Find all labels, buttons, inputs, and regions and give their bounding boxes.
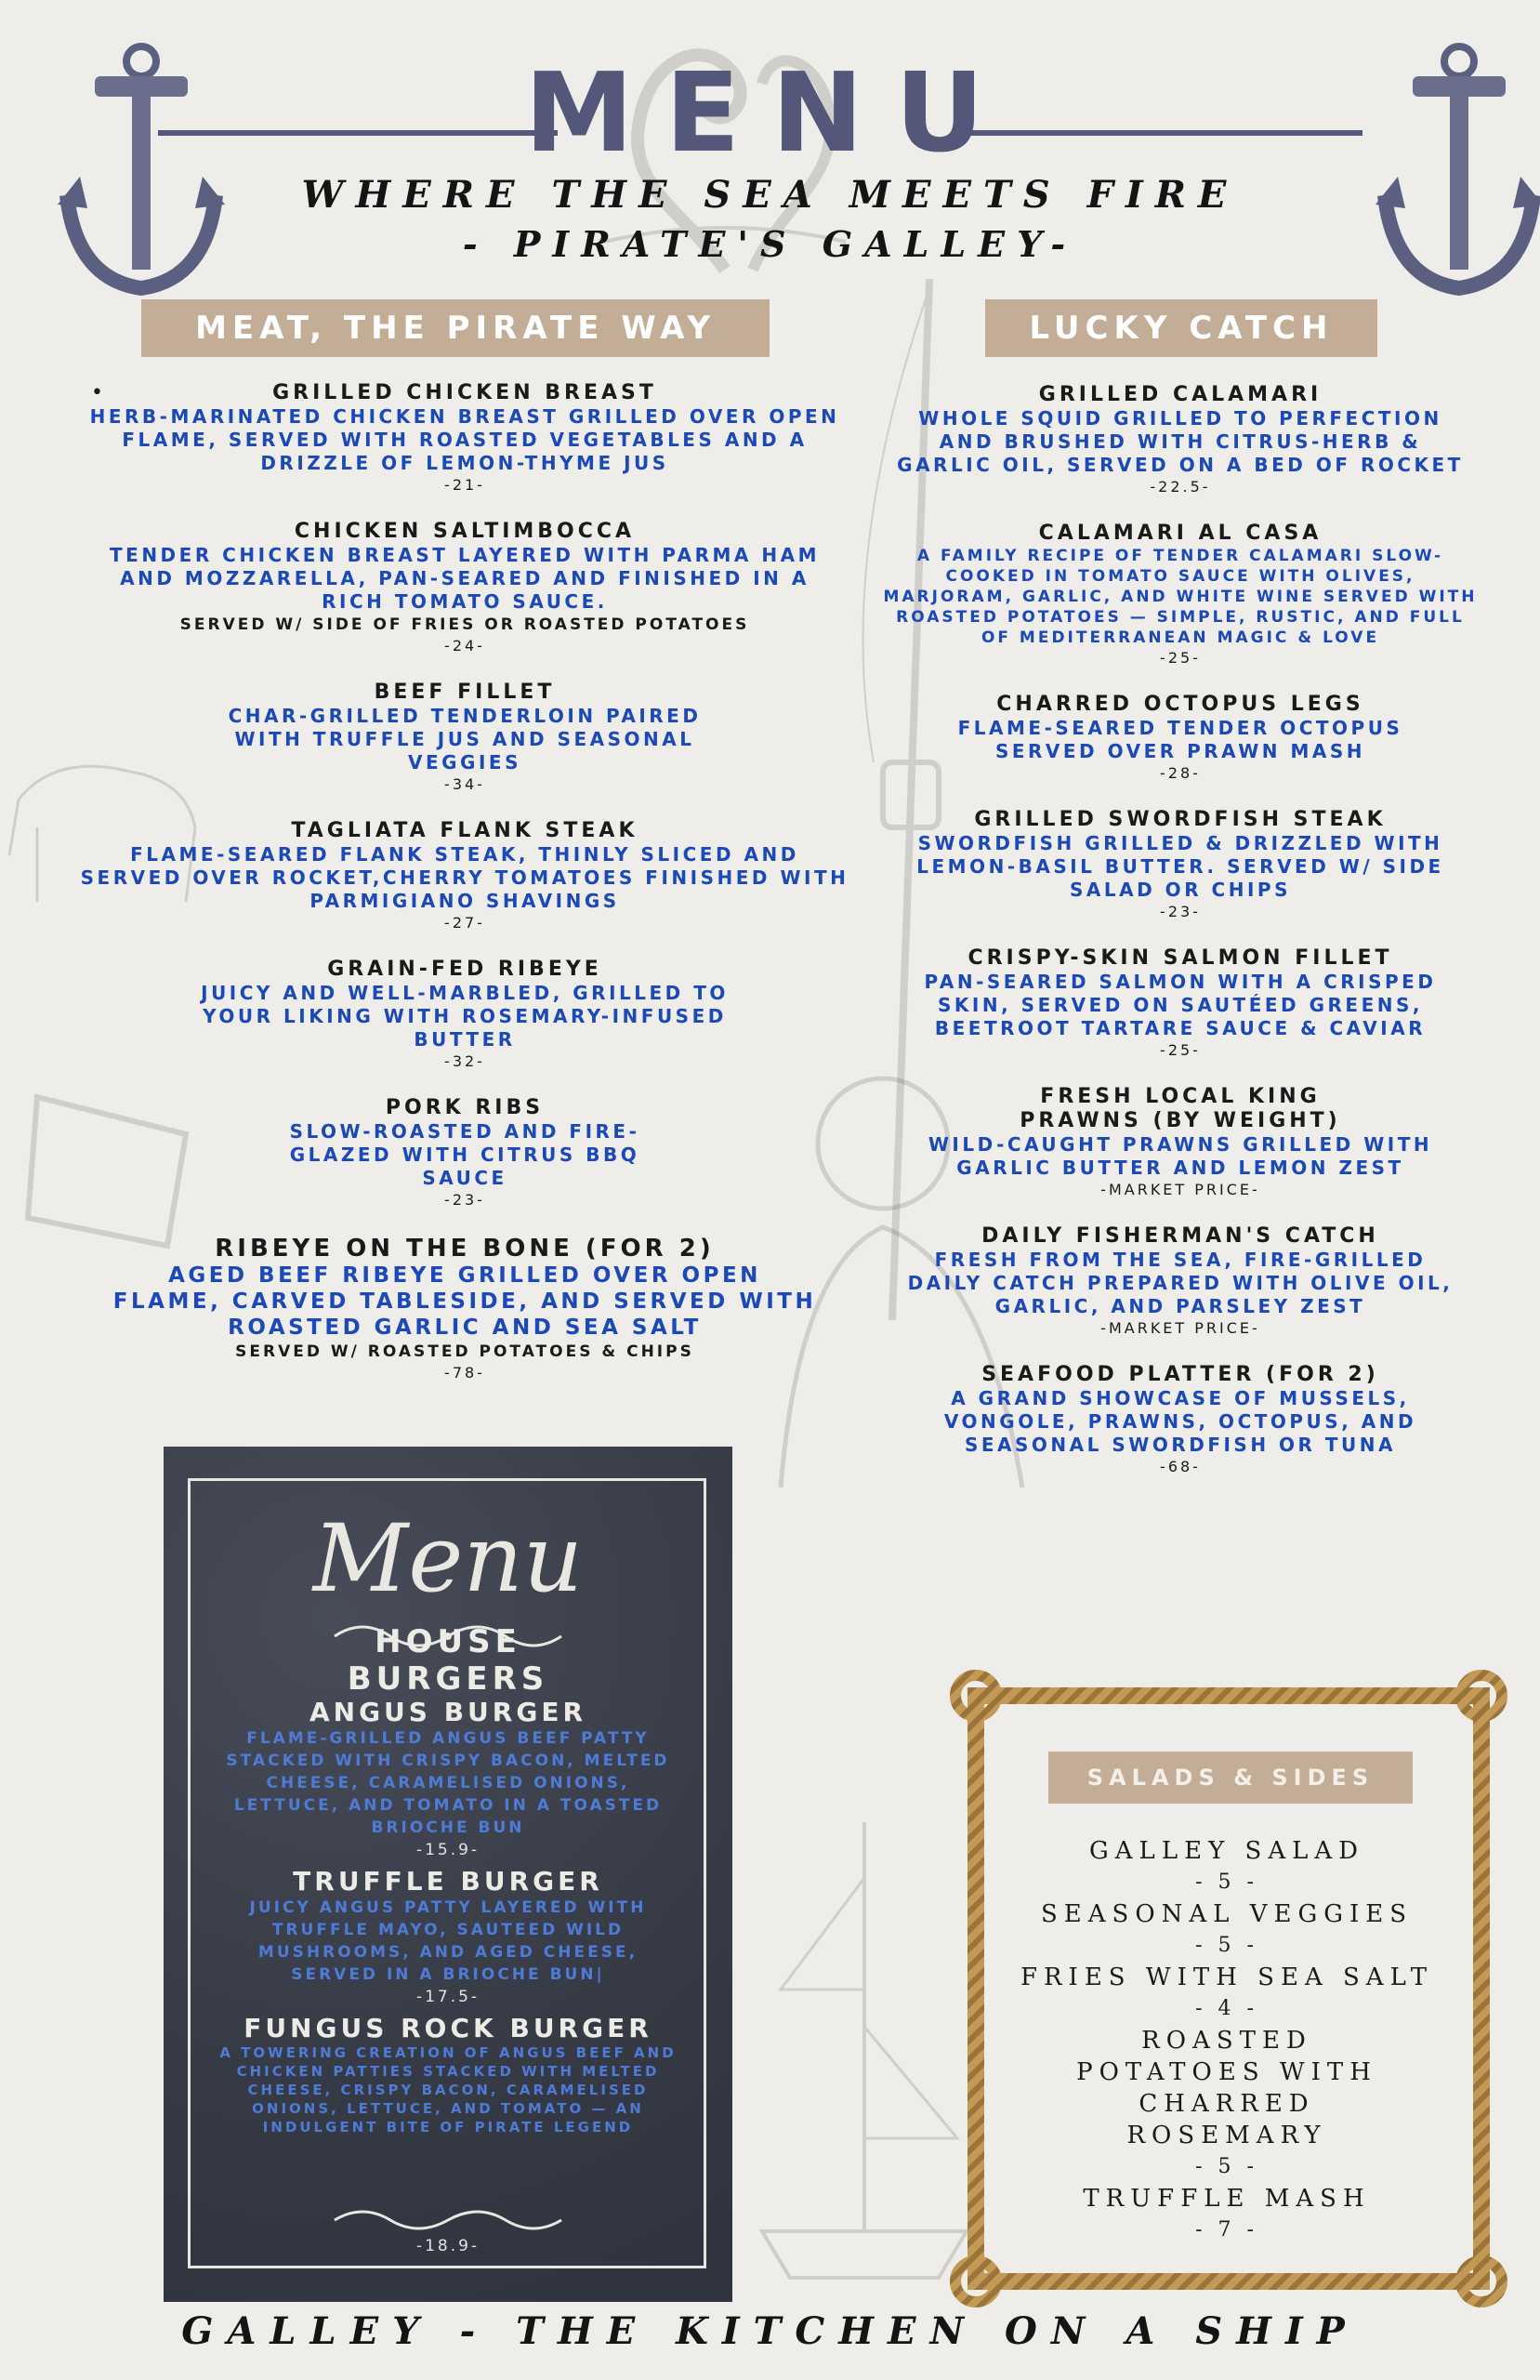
menu-item bbox=[874, 522, 1487, 668]
page-title: MENU bbox=[524, 48, 1016, 177]
menu-item bbox=[74, 958, 855, 1072]
item-price: -34- bbox=[444, 775, 485, 793]
item-name: CRISPY-SKIN SALMON FILLET bbox=[967, 946, 1393, 970]
burger-description: A TOWERING CREATION OF ANGUS BEEF AND CHICKEN PATTIES STACKED WITH MELTED CHEESE, CRISPY BACON, CARAMELISED ONIONS, LETTUCE, AND TOMATO — AN INDULGENT BITE OF PIRATE LEGEND bbox=[219, 2044, 677, 2135]
item-description: TENDER CHICKEN BREAST LAYERED WITH PARMA HAM AND MOZZARELLA, PAN-SEARED AND FINISHED IN A RICH TOMATO SAUCE. bbox=[110, 544, 820, 613]
side-price: - 5 - bbox=[1195, 2155, 1258, 2178]
item-description: HERB-MARINATED CHICKEN BREAST GRILLED OVER OPEN FLAME, SERVED WITH ROASTED VEGETABLES AND A DRIZZLE OF LEMON-THYME JUS bbox=[89, 405, 840, 474]
menu-item bbox=[874, 693, 1487, 784]
swirl-ornament bbox=[325, 2203, 571, 2237]
menu-item bbox=[74, 1235, 855, 1383]
item-name: FRESH LOCAL KING PRAWNS (BY WEIGHT) bbox=[1020, 1085, 1341, 1132]
item-description: PAN-SEARED SALMON WITH A CRISPED SKIN, SERVED ON SAUTÉED GREENS, BEETROOT TARTARE SAUCE & CAVIAR bbox=[924, 971, 1437, 1039]
burgers-list bbox=[204, 1623, 691, 2136]
item-price: -28- bbox=[1160, 764, 1201, 782]
menu-item bbox=[874, 1085, 1487, 1200]
item-description: SWORDFISH GRILLED & DRIZZLED WITH LEMON-BASIL BUTTER. SERVED W/ SIDE SALAD OR CHIPS bbox=[916, 832, 1444, 901]
burger-price: -17.5- bbox=[415, 1988, 480, 2006]
side-name: FRIES WITH SEA SALT bbox=[1020, 1964, 1434, 1991]
item-price: -MARKET PRICE- bbox=[1100, 1319, 1260, 1337]
item-price: -23- bbox=[1160, 903, 1201, 920]
item-name: RIBEYE ON THE BONE (FOR 2) bbox=[215, 1235, 715, 1263]
burger-name: FUNGUS ROCK BURGER bbox=[244, 2013, 652, 2043]
side-item bbox=[985, 2183, 1468, 2246]
item-name: CHICKEN SALTIMBOCCA bbox=[294, 520, 636, 543]
burger-description: JUICY ANGUS PATTY LAYERED WITH TRUFFLE MAYO, SAUTEED WILD MUSHROOMS, AND AGED CHEESE, SERVED IN A BRIOCHE BUN| bbox=[249, 1898, 647, 1984]
burger-item bbox=[204, 2014, 691, 2136]
side-name: TRUFFLE MASH bbox=[1083, 2185, 1371, 2213]
item-price: -68- bbox=[1160, 1458, 1201, 1475]
item-price: -21- bbox=[444, 476, 485, 494]
catch-items-list bbox=[874, 383, 1487, 1501]
item-price: -32- bbox=[444, 1052, 485, 1070]
sides-list bbox=[985, 1835, 1468, 2246]
side-item bbox=[985, 1962, 1468, 2025]
item-price: -25- bbox=[1160, 1041, 1201, 1059]
menu-item bbox=[874, 1363, 1487, 1477]
meat-items-list bbox=[74, 381, 855, 1408]
menu-item bbox=[74, 1096, 855, 1210]
side-price: - 4 - bbox=[1195, 1997, 1258, 2020]
item-name: TAGLIATA FLANK STEAK bbox=[291, 819, 638, 842]
menu-item bbox=[874, 1224, 1487, 1339]
item-price: -78- bbox=[444, 1364, 485, 1382]
item-name: SEAFOOD PLATTER (FOR 2) bbox=[981, 1363, 1379, 1386]
section-banner-sides: SALADS & SIDES bbox=[1048, 1752, 1413, 1804]
item-description: A GRAND SHOWCASE OF MUSSELS, VONGOLE, PRAWNS, OCTOPUS, AND SEASONAL SWORDFISH OR TUNA bbox=[943, 1387, 1417, 1456]
item-price: -23- bbox=[444, 1191, 485, 1209]
menu-item bbox=[874, 383, 1487, 497]
item-description: FLAME-SEARED TENDER OCTOPUS SERVED OVER PRAWN MASH bbox=[957, 717, 1403, 762]
item-price: -24- bbox=[444, 637, 485, 654]
item-price: -MARKET PRICE- bbox=[1100, 1181, 1260, 1198]
item-description: A FAMILY RECIPE OF TENDER CALAMARI SLOW-COOKED IN TOMATO SAUCE WITH OLIVES, MARJORAM, GARLIC, AND WHITE WINE SERVED WITH ROASTED POTATOES — SIMPLE, RUSTIC, AND FULL OF MEDITERRANEAN MAGIC & LOVE bbox=[883, 547, 1478, 647]
subtitle: - PIRATE'S GALLEY- bbox=[462, 223, 1078, 265]
side-price: - 5 - bbox=[1195, 1871, 1258, 1894]
menu-item bbox=[74, 681, 855, 795]
side-item bbox=[985, 2025, 1468, 2183]
item-price: -22.5- bbox=[1150, 478, 1211, 496]
item-name: GRILLED CALAMARI bbox=[1038, 383, 1323, 406]
menu-item bbox=[74, 381, 855, 496]
menu-item bbox=[74, 520, 855, 656]
chalkboard-title: Menu bbox=[312, 1504, 584, 1613]
item-note: SERVED W/ ROASTED POTATOES & CHIPS bbox=[235, 1342, 694, 1361]
section-banner-meat: MEAT, THE PIRATE WAY bbox=[141, 299, 770, 357]
menu-item bbox=[874, 808, 1487, 922]
section-banner-catch: LUCKY CATCH bbox=[985, 299, 1377, 357]
footer-text: GALLEY - THE KITCHEN ON A SHIP bbox=[181, 2309, 1359, 2353]
burger-price: -15.9- bbox=[415, 1841, 480, 1859]
burger-description: FLAME-GRILLED ANGUS BEEF PATTY STACKED WITH CRISPY BACON, MELTED CHEESE, CARAMELISED ONIONS, LETTUCE, AND TOMATO IN A TOASTED BRIOCHE BUN bbox=[226, 1729, 670, 1837]
item-price: -27- bbox=[444, 914, 485, 932]
side-name: SEASONAL VEGGIES bbox=[1040, 1900, 1414, 1928]
side-price: - 5 - bbox=[1195, 1934, 1258, 1957]
item-description: FLAME-SEARED FLANK STEAK, THINLY SLICED AND SERVED OVER ROCKET,CHERRY TOMATOES FINISHED WITH PARMIGIANO SHAVINGS bbox=[80, 843, 849, 912]
item-description: FRESH FROM THE SEA, FIRE-GRILLED DAILY CATCH PREPARED WITH OLIVE OIL, GARLIC, AND PARSLEY ZEST bbox=[907, 1249, 1454, 1317]
side-price: - 7 - bbox=[1195, 2218, 1258, 2241]
burger-item bbox=[204, 1698, 691, 1861]
item-name: GRILLED SWORDFISH STEAK bbox=[974, 808, 1387, 831]
item-price: -25- bbox=[1160, 649, 1201, 667]
tagline: WHERE THE SEA MEETS FIRE bbox=[301, 173, 1239, 217]
bullet-icon: • bbox=[91, 381, 103, 404]
side-name: GALLEY SALAD bbox=[1089, 1837, 1364, 1865]
item-description: AGED BEEF RIBEYE GRILLED OVER OPEN FLAME, CARVED TABLESIDE, AND SERVED WITH ROASTED GARLIC AND SEA SALT bbox=[112, 1263, 817, 1340]
menu-item bbox=[74, 819, 855, 933]
burgers-heading-line2: BURGERS bbox=[347, 1660, 549, 1698]
side-name: ROASTED POTATOES WITH CHARRED ROSEMARY bbox=[1076, 2027, 1377, 2149]
item-name: CHARRED OCTOPUS LEGS bbox=[996, 693, 1364, 716]
item-name: GRILLED CHICKEN BREAST bbox=[272, 381, 657, 404]
burger-price: -18.9- bbox=[415, 2237, 480, 2255]
item-name: DAILY FISHERMAN'S CATCH bbox=[981, 1224, 1379, 1248]
item-name: PORK RIBS bbox=[385, 1096, 545, 1119]
item-note: SERVED W/ SIDE OF FRIES OR ROASTED POTATOES bbox=[179, 615, 750, 634]
side-item bbox=[985, 1835, 1468, 1898]
item-description: CHAR-GRILLED TENDERLOIN PAIRED WITH TRUFFLE JUS AND SEASONAL VEGGIES bbox=[228, 705, 702, 774]
item-description: SLOW-ROASTED AND FIRE-GLAZED WITH CITRUS BBQ SAUCE bbox=[289, 1120, 640, 1189]
item-name: CALAMARI AL CASA bbox=[1038, 522, 1323, 545]
item-description: WHOLE SQUID GRILLED TO PERFECTION AND BRUSHED WITH CITRUS-HERB & GARLIC OIL, SERVED ON A BED OF ROCKET bbox=[897, 407, 1464, 476]
burger-name: TRUFFLE BURGER bbox=[293, 1866, 603, 1897]
item-name: BEEF FILLET bbox=[374, 681, 556, 704]
burger-item bbox=[204, 1867, 691, 2008]
burger-name: ANGUS BURGER bbox=[309, 1697, 587, 1727]
item-description: JUICY AND WELL-MARBLED, GRILLED TO YOUR LIKING WITH ROSEMARY-INFUSED BUTTER bbox=[201, 982, 729, 1051]
burgers-heading-line1: HOUSE bbox=[375, 1623, 521, 1660]
item-name: GRAIN-FED RIBEYE bbox=[327, 958, 602, 981]
side-item bbox=[985, 1898, 1468, 1962]
item-description: WILD-CAUGHT PRAWNS GRILLED WITH GARLIC BUTTER AND LEMON ZEST bbox=[928, 1133, 1433, 1179]
menu-item bbox=[874, 946, 1487, 1061]
